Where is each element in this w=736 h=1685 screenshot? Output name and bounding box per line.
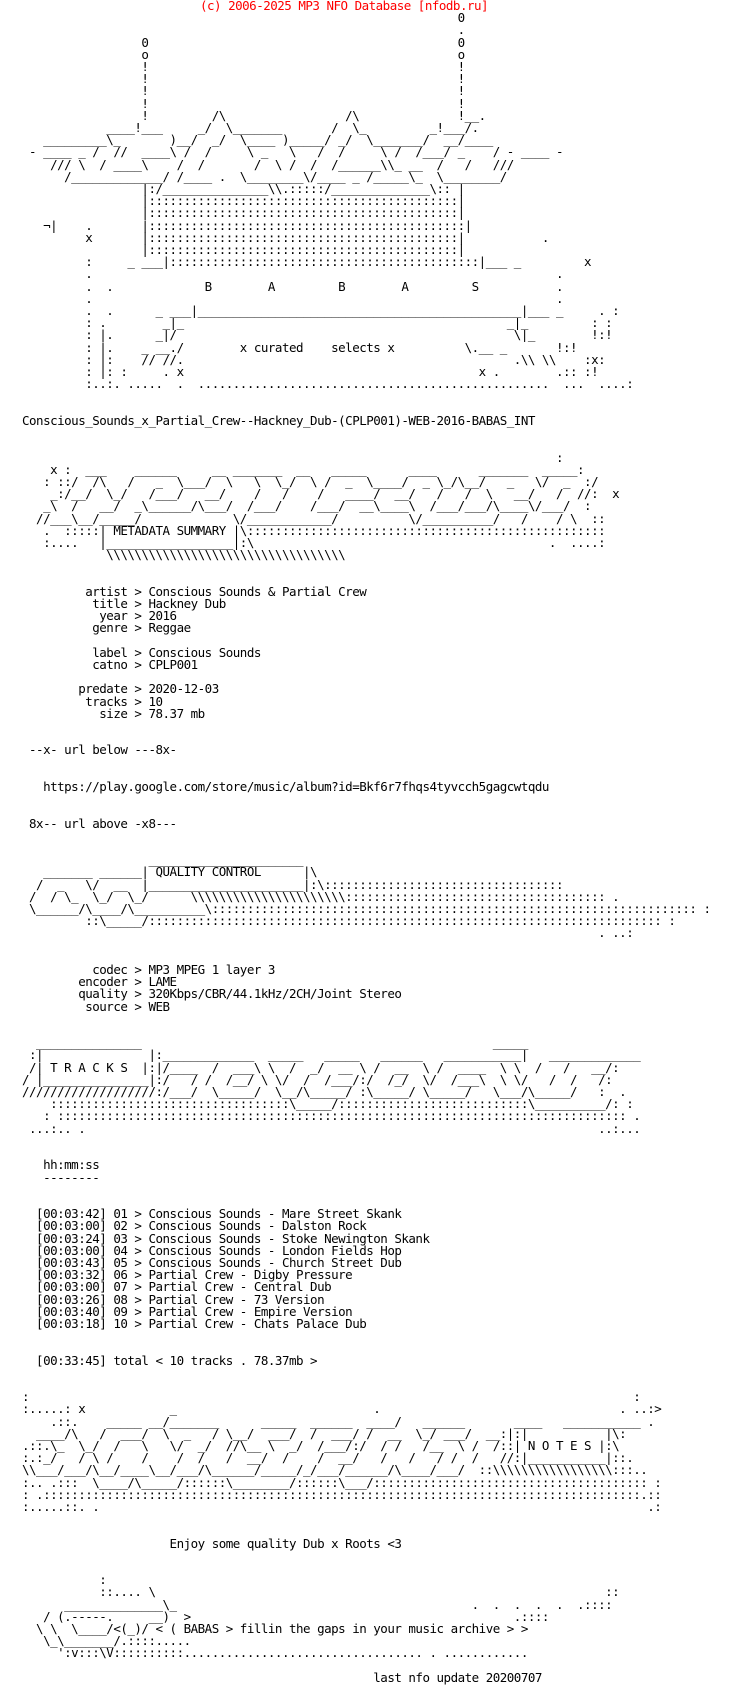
metadata-list: artist > Conscious Sounds & Partial Crew title > Hackney Dub year > 2016 genre > Reggae label > Conscious Sounds catno > CPLP001 predate > 2020-12-03 tracks > 10 size > 78.37 mb xyxy=(78,583,367,721)
release-name: Conscious_Sounds_x_Partial_Crew--Hackney_Dub-(CPLP001)-WEB-2016-BABAS_INT xyxy=(22,412,535,428)
track-list: [00:03:42] 01 > Conscious Sounds - Mare Street Skank [00:03:00] 02 > Conscious Sounds - Dalston Rock [00:03:24] 03 > Conscious Sounds - Stoke Newington Skank [00:03:00] 04 > Conscious Sounds - London Fields Hop [00:03:43] 05 > Conscious Sounds - Church Street Dub [00:03:32] 06 > Partial Crew - Digby Pressure [00:03:00] 07 > Partial Crew - Central Dub [00:03:26] 08 > Partial Crew - 73 Version [00:03:40] 09 > Partial Crew - Empire Version [00:03:18] 10 > Partial Crew - Chats Palace Dub xyxy=(36,1206,430,1331)
metadata-summary-banner: : x : ___ ______ __ _______ __ _____ ____ _______ _____: : ::/ /\ / _ \___/ \ \ \_/ \ / _ \____/ _ \_/\__/ _ \/ _ :/ _:/__/ \_/ /___/ __/ / / / ____/ __/ / / \ __/ / //: x _\ / __/ _\______/\___/ /___/ /___/ __\____\ /___/___/\____\/___/ : //___\__/_____/ \/____________/ \/__________/ / / \ :: . :::::| METADATA SUMMARY |\::::::::::::::::::::::::::::::::::::::::::::::::::: :.... |__________________|:\ . ....: \\\\\\\\\\\\\\\\\\\\\\\\\\\\\\\\\\ xyxy=(36,449,620,563)
tracks-column-header: hh:mm:ss -------- xyxy=(43,1157,100,1185)
babas-logo-art: 0 . 0 0 o o ! ! ! ! ! ! ! ! ! /\ /\ !__. ____!___ _/ \_______ / \_ _!___/. _________\_ )__/ _/ \____ )_____/ _/ \_______/ __/____ - ____ _ / // ____\ / / \ _ \ / / \ / /___/ _ / - ____ - /// \ / ____\ / / / \ / / /______\\_ __ / / /// /_____________/ /____ . \________\/____ _ /_____\_ \________/ |:/_______________\\.:::::/______________\:: | |::::::::::::::::::::::::::::::::::::::::::::| |::::::::::::::::::::::::::::::::::::::::::::| ¬| . |:::::::::::::::::::::::::::::::::::::::::::::| x |::::::::::::::::::::::::::::::::::::::::::::| . |::::::::::::::::::::::::::::::::::::::::::::| : _ ___|::::::::::::::::::::::::::::::::::::::::::::|___ _ x . . . . B A B A S . . . . . _ ___|______________________________________________|___ _ . : : . _|_ _|_ : : : |. _|/ \|_ !:! : |. _ __./ x curated selects x \.__ _ !:! : |: // //. .\\ \\ :x: : |: : . x x . .:: :! :..:. ..... . .................................................. ... ....: xyxy=(29,10,634,392)
url-above-marker: 8x-- url above -x8--- xyxy=(22,815,177,831)
album-url-link[interactable]: https://play.google.com/store/music/album?id=Bkf6r7fhqs4tyvcch5gagcwtqdu xyxy=(22,779,549,794)
tracks-banner: _______________ _____ :| |:_____________ _____ _____ ______ ___________| _____________ /| T R A C K S |:|/____ / ___\ \ / _/ __ \ / __ \ / ____ \ \ / / __/: / |_______________|:/ / / /__/ \ \/ / /___/:/ /_/ \/ /___\ \ \/ / / /: ///////////////////:/___/ \_____/ \__/\_____/ :\_____/ \_____/ \___/\_____/ : . ::::::::::::::::::::::::::::::::::\_____/:::::::::::::::::::::::::::\__________/: : : ::::::::::::::::::::::::::::::::::::::::::::::::::::::::::::::::::::::::::::::::: . ...:.. . ..:... xyxy=(22,1035,641,1136)
babas-footer-art: : ::.... \ :: ______________\_ . . . . . .:::: / (.-----. __) > .:::: \ \ \____/<(_)/ < ( BABAS > fillin the gaps in your music archive > > \_\_______/.::::..... ':v:::\V::::::::::.................................. . ............ xyxy=(36,1572,620,1661)
notes-banner: : : :.....: x _ . . ..:> .::. _____ __/_______ _____ ______ ____/ ______ ____ ___________ . ____/\ / ___/ \ _ / \__/ ___/ / ___/ / __ \_/ ___/ __:|:| |\: .::.\_ \_/ / \ \/ _/ //\__ \ _/ /___/:/ / / /__ \ / /::| N O T E S |:\ :.:_/ / \ / / / / / __/ / / __/ / / / / / //:|___________|::. \\___/___/\__/____\__/___/\______/_____/_/___/______/\____/___/ ::\\\\\\\\\\\\\\\\\:::.. :.. .::: \____/\_____/::::::\________/::::::\___/::::::::::::::::::::::::::::::::::::::: : : .:::::::::::::::::::::::::::::::::::::::::::::::::::::::::::::::::::::::::::::::::::::.:: :.....::. . .: xyxy=(22,1389,662,1514)
notes-text: Enjoy some quality Dub x Roots <3 xyxy=(22,1535,402,1551)
last-update-line: last nfo update 20200707 xyxy=(22,1669,542,1685)
quality-list: codec > MP3 MPEG 1 layer 3 encoder > LAME quality > 320Kbps/CBR/44.1kHz/2CH/Joint Stereo source > WEB xyxy=(78,962,402,1014)
tracks-total: [00:33:45] total < 10 tracks . 78.37mb > xyxy=(22,1352,318,1368)
quality-control-banner: ______________________ _______ ______| QUALITY CONTROL |\ / _ \/ __ |______________________|:\:::::::::::::::::::::::::::::::::: / / \_ \_/ \_/ \\\\\\\\\\\\\\\\\\\\\\::::::::::::::::::::::::::::::::::::: . \______/\____/\__________\::::::::::::::::::::::::::::::::::::::::::::::::::::::::::::::::::::: : ::\_____/::::::::::::::::::::::::::::::::::::::::::::::::::::::::::::::::::::::::: : . ..: xyxy=(29,852,711,941)
url-below-marker: --x- url below ---8x- xyxy=(22,742,177,758)
nfodb-header-link[interactable]: (c) 2006-2025 MP3 NFO Database [nfodb.ru] xyxy=(200,0,489,13)
